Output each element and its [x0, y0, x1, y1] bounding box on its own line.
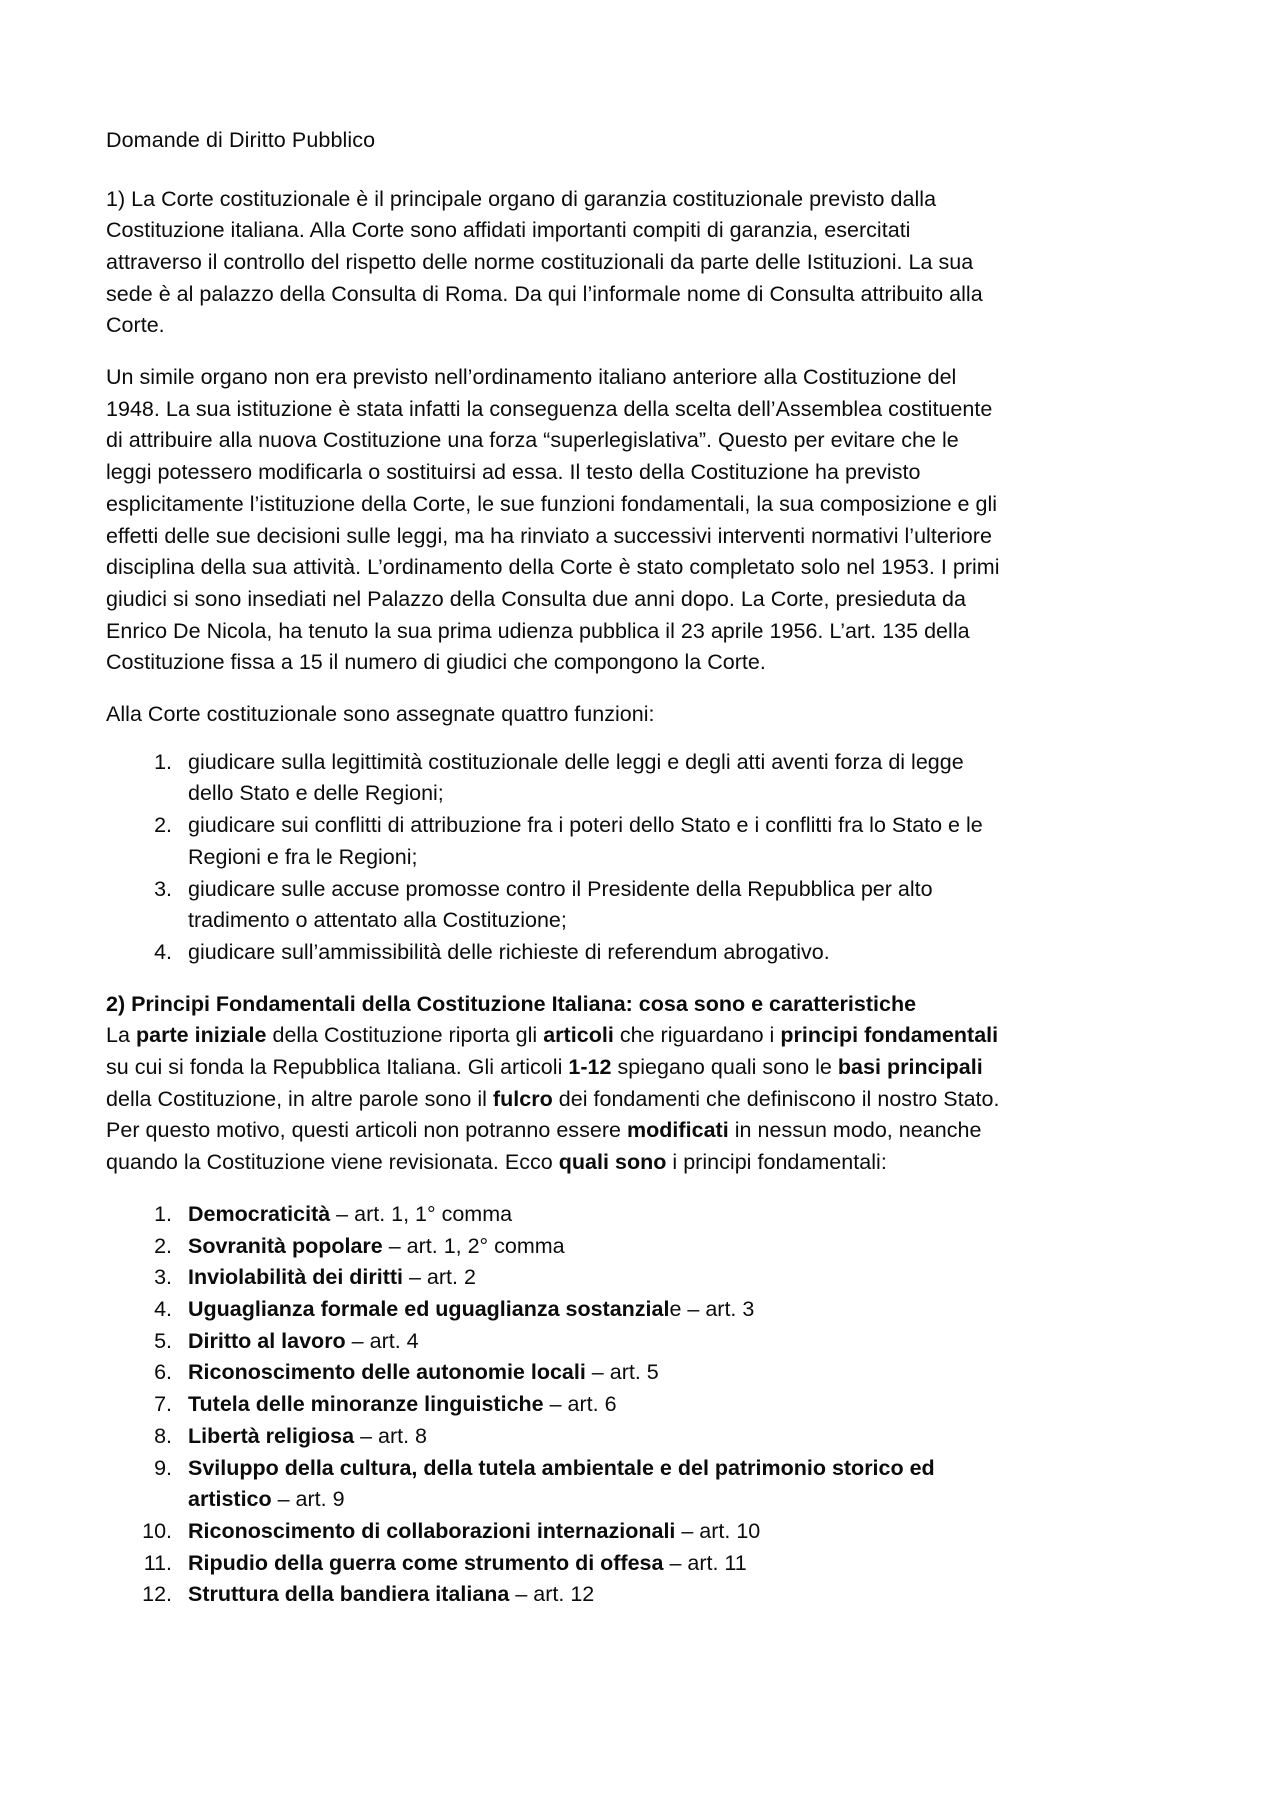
emphasis-text: 1-12 — [568, 1055, 612, 1080]
principle-article: – art. 4 — [345, 1328, 419, 1353]
principle-name: Sovranità popolare — [188, 1233, 383, 1258]
page-title: Domande di Diritto Pubblico — [106, 128, 376, 152]
body-text: spiegano quali sono le — [611, 1055, 838, 1080]
principle-name: Struttura della bandiera italiana — [188, 1582, 510, 1607]
list-item — [178, 1199, 1006, 1231]
body-text: che riguardano i — [613, 1023, 781, 1048]
principle-article: – art. 12 — [509, 1582, 595, 1607]
body-text: dei fondamenti che definiscono il nostro Stato. Per questo motivo, questi articoli non potranno essere — [106, 1086, 1000, 1143]
emphasis-text: parte iniziale — [135, 1023, 267, 1048]
principle-article: – art. 2 — [403, 1265, 476, 1290]
list-item — [178, 1326, 1006, 1358]
document-body — [106, 130, 1006, 1631]
paragraph-principi-intro — [106, 1020, 1006, 1179]
list-item — [178, 1262, 1006, 1294]
principles-list — [106, 1199, 1006, 1611]
list-item — [178, 1548, 1006, 1580]
body-text: i principi fondamentali: — [666, 1150, 887, 1175]
body-text: della Costituzione riporta gli — [266, 1023, 544, 1048]
body-text: La — [106, 1023, 136, 1048]
emphasis-text: basi principali — [837, 1055, 983, 1080]
body-text: su cui si fonda la Repubblica Italiana. Gli articoli — [106, 1055, 569, 1080]
emphasis-text: articoli — [543, 1023, 614, 1048]
principle-name: Libertà religiosa — [188, 1423, 355, 1448]
list-item — [178, 1453, 1006, 1516]
principle-name-tail: e — [669, 1297, 682, 1321]
section-2-heading: 2) Principi Fondamentali della Costituzione Italiana: cosa sono e caratteristiche — [106, 991, 917, 1016]
emphasis-text: principi fondamentali — [780, 1023, 999, 1048]
paragraph-funzioni-lead: Alla Corte costituzionale sono assegnate quattro funzioni: — [106, 702, 655, 727]
emphasis-text: modificati — [626, 1118, 729, 1143]
emphasis-text: fulcro — [492, 1086, 553, 1111]
principle-article: – art. 10 — [675, 1518, 761, 1543]
body-text: in nessun modo, neanche quando la Costituzione viene revisionata. Ecco — [106, 1118, 982, 1175]
list-item: 1. giudicare sulla legittimità costituzionale delle leggi e degli atti aventi forza di legge dello Stato e delle Regioni; — [178, 747, 1006, 810]
list-item: 4. giudicare sull’ammissibilità delle richieste di referendum abrogativo. — [178, 937, 1006, 969]
list-item: 2. giudicare sui conflitti di attribuzione fra i poteri dello Stato e i conflitti fra lo Stato e le Regioni e fra le Regioni; — [178, 810, 1006, 873]
principle-article: – art. 5 — [585, 1360, 659, 1385]
body-text: della Costituzione, in altre parole sono il — [106, 1086, 493, 1111]
principle-name: Riconoscimento delle autonomie locali — [188, 1360, 586, 1385]
list-item — [178, 1516, 1006, 1548]
principle-article: – art. 8 — [354, 1423, 427, 1448]
list-item — [178, 1421, 1006, 1453]
functions-list — [106, 747, 1006, 969]
list-item — [178, 1389, 1006, 1421]
principle-name: Diritto al lavoro — [188, 1328, 346, 1353]
principle-article: – art. 6 — [543, 1392, 617, 1417]
emphasis-text: quali sono — [558, 1150, 667, 1175]
list-item — [178, 1231, 1006, 1263]
list-item: 3. giudicare sulle accuse promosse contro il Presidente della Repubblica per alto tradimento o attentato alla Costituzione; — [178, 874, 1006, 937]
principle-article: – art. 11 — [663, 1550, 747, 1575]
list-item — [178, 1294, 1006, 1326]
list-item — [178, 1579, 1006, 1611]
principle-article: – art. 1, 2° comma — [382, 1233, 565, 1258]
principle-name: Uguaglianza formale ed uguaglianza sostanzial — [188, 1297, 670, 1321]
principle-name: Inviolabilità dei diritti — [188, 1265, 404, 1290]
principle-name: Sviluppo della cultura, della tutela ambientale e del patrimonio storico ed artistico — [188, 1455, 935, 1512]
principle-name: Tutela delle minoranze linguistiche — [188, 1392, 544, 1417]
principle-article: – art. 1, 1° comma — [330, 1201, 513, 1226]
paragraph-intro-corte: 1) La Corte costituzionale è il principale organo di garanzia costituzionale previsto dalla Costituzione italiana. Alla Corte sono affidati importanti compiti di garanzia, esercitati attraverso il controllo del rispetto delle norme costituzionali da parte delle Istituzioni. La sua sede è al palazzo della Consulta di Roma. Da qui l’informale nome di Consulta attribuito alla Corte. — [106, 186, 983, 338]
paragraph-storia-corte: Un simile organo non era previsto nell’ordinamento italiano anteriore alla Costituzione del 1948. La sua istituzione è stata infatti la conseguenza della scelta dell’Assemblea costituente di attribuire alla nuova Costituzione una forza “superlegislativa”. Questo per evitare che le leggi potessero modificarla o sostituirsi ad essa. Il testo della Costituzione ha previsto esplicitamente l’istituzione della Corte, le sue funzioni fondamentali, la sua composizione e gli effetti delle sue decisioni sulle leggi, ma ha rinviato a successivi interventi normativi l’ulteriore disciplina della sua attività. L’ordinamento della Corte è stato completato solo nel 1953. I primi giudici si sono insediati nel Palazzo della Consulta due anni dopo. La Corte, presieduta da Enrico De Nicola, ha tenuto la sua prima udienza pubblica il 23 aprile 1956. L’art. 135 della Costituzione fissa a 15 il numero di giudici che compongono la Corte. — [106, 365, 1000, 675]
principle-article: – art. 3 — [681, 1297, 755, 1321]
principle-article: – art. 9 — [271, 1487, 345, 1512]
principle-name: Riconoscimento di collaborazioni internazionali — [188, 1518, 676, 1543]
principle-name: Ripudio della guerra come strumento di offesa — [188, 1550, 664, 1575]
principle-name: Democraticità — [188, 1201, 331, 1226]
list-item — [178, 1357, 1006, 1389]
